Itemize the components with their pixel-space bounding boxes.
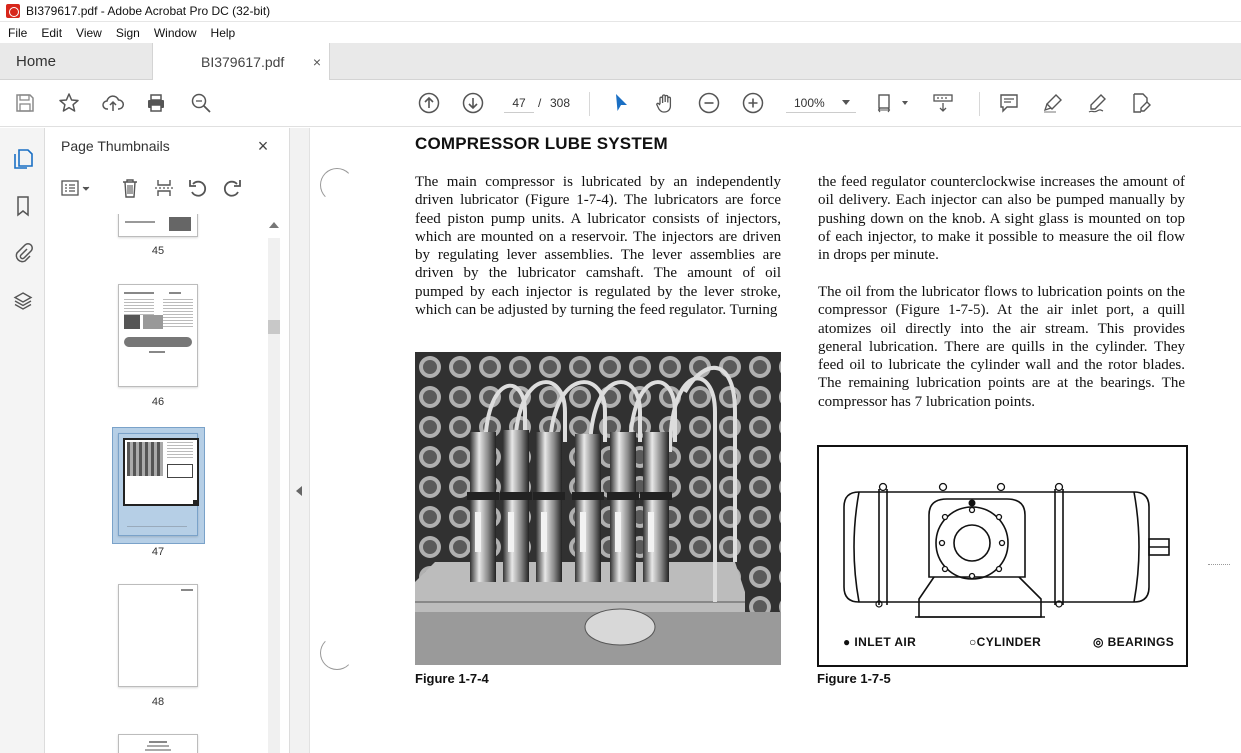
zoom-level-select[interactable] bbox=[786, 93, 856, 113]
bookmark-star-button[interactable] bbox=[56, 90, 82, 116]
menu-view[interactable]: View bbox=[76, 25, 102, 40]
rotate-counterclockwise-icon bbox=[187, 177, 209, 199]
list-options-icon bbox=[61, 178, 91, 198]
page-thumbnail-49[interactable] bbox=[118, 734, 198, 753]
compressor-diagram bbox=[817, 445, 1188, 667]
zoom-level-value: 100% bbox=[794, 95, 825, 110]
scan-artifact bbox=[320, 636, 354, 670]
pen-draw-icon bbox=[1086, 92, 1108, 114]
page-thumbnail-47[interactable] bbox=[118, 433, 198, 536]
save-icon bbox=[14, 92, 36, 114]
rotate-left-button[interactable] bbox=[186, 176, 210, 200]
page-thumbnails-rail-button[interactable] bbox=[10, 146, 36, 172]
collapse-panel-icon[interactable] bbox=[296, 486, 302, 496]
save-button[interactable] bbox=[12, 90, 38, 116]
tab-home[interactable]: Home bbox=[16, 53, 57, 70]
chevron-down-icon[interactable] bbox=[902, 101, 908, 105]
cursor-arrow-icon bbox=[610, 92, 632, 114]
menu-bar bbox=[0, 22, 1241, 43]
page-number-label: 47 bbox=[151, 546, 165, 558]
select-tool-button[interactable] bbox=[608, 90, 634, 116]
document-edit-icon bbox=[1130, 92, 1152, 114]
hand-tool-button[interactable] bbox=[652, 90, 678, 116]
magnifier-icon bbox=[190, 92, 212, 114]
delete-page-button[interactable] bbox=[118, 176, 142, 200]
layers-rail-button[interactable] bbox=[10, 288, 36, 314]
title-bar bbox=[0, 0, 1241, 22]
arrow-down-circle-icon bbox=[462, 92, 484, 114]
compressor-line-drawing bbox=[819, 447, 1186, 665]
upload-button[interactable] bbox=[100, 90, 126, 116]
figure-caption-2: Figure 1-7-5 bbox=[817, 671, 891, 686]
tab-bar bbox=[0, 43, 1241, 80]
zoom-in-button[interactable] bbox=[740, 90, 766, 116]
thumbnail-list bbox=[45, 214, 290, 753]
draw-button[interactable] bbox=[1084, 90, 1110, 116]
scan-artifact bbox=[1208, 564, 1230, 570]
tab-document-label: BI379617.pdf bbox=[201, 54, 285, 70]
zoom-out-button[interactable] bbox=[696, 90, 722, 116]
page-thumbnail-45[interactable] bbox=[118, 214, 198, 237]
bookmarks-rail-button[interactable] bbox=[10, 193, 36, 219]
acrobat-app-icon bbox=[6, 4, 20, 18]
page-number-label: 48 bbox=[151, 696, 165, 708]
body-text-column-2-para-1: the feed regulator counterclockwise increases the amount of oil delivery. Each injector can also be pumped manually by pushing down on the knob. A sight glass is mounted on top of each injector, to make it possible to measure the oil flow in drops per minute. bbox=[818, 174, 1185, 264]
highlighter-pen-icon bbox=[1042, 92, 1064, 114]
tab-document[interactable] bbox=[152, 43, 330, 81]
scan-artifact bbox=[320, 168, 354, 202]
attachments-rail-button[interactable] bbox=[10, 240, 36, 266]
layers-icon bbox=[12, 290, 34, 312]
toolbar-divider bbox=[589, 92, 590, 116]
previous-page-button[interactable] bbox=[416, 90, 442, 116]
page-thumbnail-46[interactable] bbox=[118, 284, 198, 387]
plus-circle-icon bbox=[742, 92, 764, 114]
pages-icon bbox=[12, 148, 34, 170]
open-dot-icon: ○ bbox=[969, 635, 977, 649]
thumbnail-tools bbox=[45, 174, 290, 202]
scroll-up-icon[interactable] bbox=[269, 222, 279, 228]
menu-edit[interactable]: Edit bbox=[41, 25, 63, 40]
menu-window[interactable]: Window bbox=[153, 25, 197, 40]
fit-page-icon bbox=[876, 92, 898, 114]
extract-page-button[interactable] bbox=[152, 176, 176, 200]
lubricator-photo-drawing bbox=[415, 352, 781, 665]
body-text-column-1: The main compressor is lubricated by an independently driven lubricator (Figure 1-7-4). The lubricators are force feed piston pump units. A lubricator consists of injectors, which are mounted on a reservoir. The injectors are driven by regulating lever assemblies. The lever assemblies are driven by the lubricator camshaft. The amount of oil pumped by each injector is regulated by the lever stroke, which can be adjusted by turning the feed regulator. Turning bbox=[415, 174, 781, 319]
page-number-input[interactable] bbox=[504, 93, 534, 113]
menu-help[interactable]: Help bbox=[210, 25, 236, 40]
tab-close-icon[interactable]: × bbox=[312, 54, 321, 70]
star-icon bbox=[58, 92, 80, 114]
minus-circle-icon bbox=[698, 92, 720, 114]
page-separator: / bbox=[538, 96, 542, 110]
window-title: BI379617.pdf - Adobe Acrobat Pro DC (32-bit) bbox=[26, 3, 271, 18]
edit-pdf-button[interactable] bbox=[1128, 90, 1154, 116]
figure-caption-1: Figure 1-7-4 bbox=[415, 671, 489, 686]
menu-sign[interactable]: Sign bbox=[115, 25, 140, 40]
bookmark-icon bbox=[12, 195, 34, 217]
scrolling-mode-button[interactable] bbox=[930, 90, 956, 116]
thumbnail-options-button[interactable] bbox=[59, 176, 93, 200]
page-number-label: 46 bbox=[151, 396, 165, 408]
rotate-right-button[interactable] bbox=[220, 176, 244, 200]
thumbnail-scrollbar[interactable] bbox=[267, 220, 281, 753]
main-toolbar bbox=[0, 80, 1241, 127]
panel-splitter[interactable] bbox=[290, 128, 310, 753]
print-button[interactable] bbox=[143, 90, 169, 116]
printer-icon bbox=[145, 92, 167, 114]
keyboard-scroll-icon bbox=[932, 92, 954, 114]
page-split-icon bbox=[153, 177, 175, 199]
menu-file[interactable]: File bbox=[8, 25, 28, 40]
paperclip-icon bbox=[12, 242, 34, 264]
comment-button[interactable] bbox=[996, 90, 1022, 116]
ringed-dot-icon: ◎ bbox=[1093, 635, 1104, 649]
next-page-button[interactable] bbox=[460, 90, 486, 116]
panel-title: Page Thumbnails bbox=[61, 138, 170, 154]
lubricator-photo bbox=[415, 352, 781, 665]
legend-cylinder: ○CYLINDER bbox=[969, 635, 1042, 649]
rotate-clockwise-icon bbox=[221, 177, 243, 199]
scrollbar-track[interactable] bbox=[268, 238, 280, 753]
cloud-upload-icon bbox=[102, 92, 124, 114]
page-fit-button[interactable] bbox=[874, 90, 900, 116]
page-thumbnails-panel bbox=[45, 128, 290, 753]
page-number-label: 45 bbox=[151, 245, 165, 257]
comment-icon bbox=[998, 92, 1020, 114]
page-thumbnail-48[interactable] bbox=[118, 584, 198, 687]
chevron-down-icon bbox=[842, 100, 850, 105]
highlight-button[interactable] bbox=[1040, 90, 1066, 116]
document-heading: COMPRESSOR LUBE SYSTEM bbox=[415, 134, 668, 153]
hand-icon bbox=[654, 92, 676, 114]
body-text-column-2-para-2: The oil from the lubricator flows to lubrication points on the compressor (Figure 1-7-5). At the air inlet port, a quill atomizes oil directly into the air stream. This provides general lubrication. There are quills in the cylinder. They feed oil to lubricate the cylinder wall and the rotor blades. The remaining lubrication points are at the bearings. The compressor has 7 lubrication points. bbox=[818, 284, 1185, 410]
page-total: 308 bbox=[550, 96, 571, 110]
filled-dot-icon: ● bbox=[843, 635, 851, 649]
trash-icon bbox=[119, 177, 141, 199]
left-navigation-rail bbox=[0, 128, 45, 753]
arrow-up-circle-icon bbox=[418, 92, 440, 114]
toolbar-divider bbox=[979, 92, 980, 116]
document-view[interactable] bbox=[310, 128, 1241, 753]
legend-bearings: ◎ BEARINGS bbox=[1093, 635, 1175, 649]
close-icon[interactable]: × bbox=[257, 136, 269, 156]
find-button[interactable] bbox=[188, 90, 214, 116]
scrollbar-thumb[interactable] bbox=[268, 320, 280, 334]
legend-inlet-air: ● INLET AIR bbox=[843, 635, 917, 649]
